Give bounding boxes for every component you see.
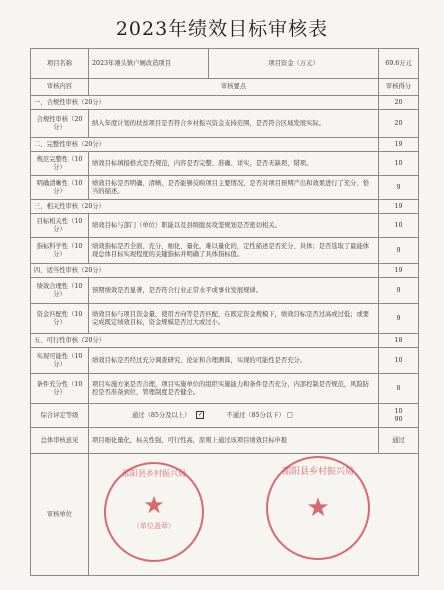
table-row — [31, 152, 419, 176]
section-row — [31, 96, 419, 110]
audit-table — [30, 48, 419, 576]
row-score: 20 — [379, 110, 419, 138]
section-score: 19 — [379, 264, 419, 278]
section-row — [31, 264, 419, 278]
row-point: 绩效指标是否全面、充分、细化、量化，难以量化的，定性描述是否充分、具体；是否选取了最能体现总体目标实现程度的关键指标并明确了具体指标值。 — [89, 238, 379, 264]
opinion-label: 总体审核意见 — [31, 428, 89, 454]
seal-sub-text: （单位盖章） — [133, 522, 175, 530]
project-name-label: 项目名称 — [31, 49, 89, 79]
table-row — [31, 374, 419, 404]
unit-stamp-area — [89, 454, 419, 576]
grade-label: 综合评定等级 — [31, 404, 89, 428]
document-title: 2023年绩效目标审核表 — [115, 18, 329, 40]
section-feasibility: 五、可行性审核（20分） — [31, 334, 379, 348]
grade-score — [379, 404, 419, 428]
row-score: 9 — [379, 304, 419, 334]
funds-label: 项目资金（万元） — [209, 49, 379, 79]
section-compliance: 一、合规性审核（20分） — [31, 96, 379, 110]
section-score: 20 — [379, 96, 419, 110]
section-appropriateness: 四、适当性审核（20分） — [31, 264, 379, 278]
seal-text: 邵阳县乡村振兴局 — [122, 469, 186, 478]
grade-row — [31, 404, 419, 428]
seal-star-icon: ★ — [306, 493, 330, 523]
col-points: 审核要点 — [89, 79, 379, 96]
table-row — [31, 278, 419, 304]
row-point: 绩效目标与项目资金量、使用方向等是否匹配，在既定资金规模下，绩效目标是否过高或过低；或要完成既定绩效目标，资金规模是否过大或过小。 — [89, 304, 379, 334]
row-score: 9 — [379, 238, 419, 264]
project-row — [31, 49, 419, 79]
opinion-row — [31, 428, 419, 454]
row-point: 绩效目标是否明确、清晰，是否能够反映项目主要情况，是否对项目预期产出和效果进行了充分、恰当的描述。 — [89, 176, 379, 200]
row-point: 绩效目标与部门（单位）职能以及县级脱贫攻坚规划是否密切相关。 — [89, 214, 379, 238]
row-name: 资金匹配性（10分） — [31, 304, 89, 334]
unit-label: 审核单位 — [31, 454, 89, 576]
col-content: 审核内容 — [31, 79, 89, 96]
row-score: 10 — [379, 214, 419, 238]
table-row — [31, 176, 419, 200]
funds-value: 69.6万元 — [379, 49, 419, 79]
opinion-result: 通过 — [379, 428, 419, 454]
row-score: 10 — [379, 152, 419, 176]
table-row — [31, 214, 419, 238]
section-relevance: 三、相关性审核（20分） — [31, 200, 379, 214]
table-row — [31, 238, 419, 264]
row-name: 绩效合理性（10分） — [31, 278, 89, 304]
check-icon: ✓ — [197, 411, 203, 419]
col-score: 审核得分 — [379, 79, 419, 96]
row-score: 9 — [379, 278, 419, 304]
grade-fail-label: 不通过（85分以下） — [226, 411, 285, 419]
section-score: 18 — [379, 334, 419, 348]
empty-checkbox-icon: □ — [286, 411, 293, 419]
row-name: 合规性审核（20分） — [31, 110, 89, 138]
row-name: 目标相关性（10分） — [31, 214, 89, 238]
section-row — [31, 138, 419, 152]
row-name: 明确清晰性（10分） — [31, 176, 89, 200]
row-point: 项目实施方案是否合理，项目实施单位的组织实施能力和条件是否充分，内部控制是否规范，风险防控是否准备到位，管理制度是否健全。 — [89, 374, 379, 404]
section-score: 19 — [379, 200, 419, 214]
row-name: 指标科学性（10分） — [31, 238, 89, 264]
table-row — [31, 110, 419, 138]
row-point: 预期绩效是否显著，是否符合行业正常水平或事业发展规律。 — [89, 278, 379, 304]
table-row — [31, 304, 419, 334]
row-point: 绩效目标是否经过充分调查研究、论证和合理测算，实现的可能性是否充分。 — [89, 348, 379, 374]
seal-text: 邵阳县乡村振兴局 — [281, 467, 354, 477]
table-row — [31, 348, 419, 374]
grade-score-top: 10 — [394, 407, 403, 415]
row-score: 9 — [379, 176, 419, 200]
row-score: 8 — [379, 374, 419, 404]
row-point: 纳入年度计划的扶贫项目是否符合乡村振兴资金支持范围，是否符合区域发展实际。 — [89, 110, 379, 138]
section-row — [31, 334, 419, 348]
row-name: 条件充分性（10分） — [31, 374, 89, 404]
row-score: 10 — [379, 348, 419, 374]
grade-options — [89, 404, 379, 428]
section-row — [31, 200, 419, 214]
row-name: 规范完整性（10分） — [31, 152, 89, 176]
project-name: 2023年滩头镇户厕改造项目 — [89, 49, 209, 79]
column-header-row — [31, 79, 419, 96]
section-score: 19 — [379, 138, 419, 152]
section-completeness: 二、完整性审核（20分） — [31, 138, 379, 152]
seal-star-icon: ★ — [143, 491, 165, 519]
unit-row — [31, 454, 419, 576]
grade-score-total: 90 — [394, 415, 403, 423]
opinion-text: 项目细化量化，标关性强，可行性高，原则上通过该项目绩效目标申报 — [89, 428, 379, 454]
row-point: 绩效目标填报格式是否规范，内容是否完整、准确、详实，是否无缺项、错项。 — [89, 152, 379, 176]
row-name: 实现可能性（10分） — [31, 348, 89, 374]
grade-pass-label: 通过（85分及以上） — [132, 411, 191, 419]
